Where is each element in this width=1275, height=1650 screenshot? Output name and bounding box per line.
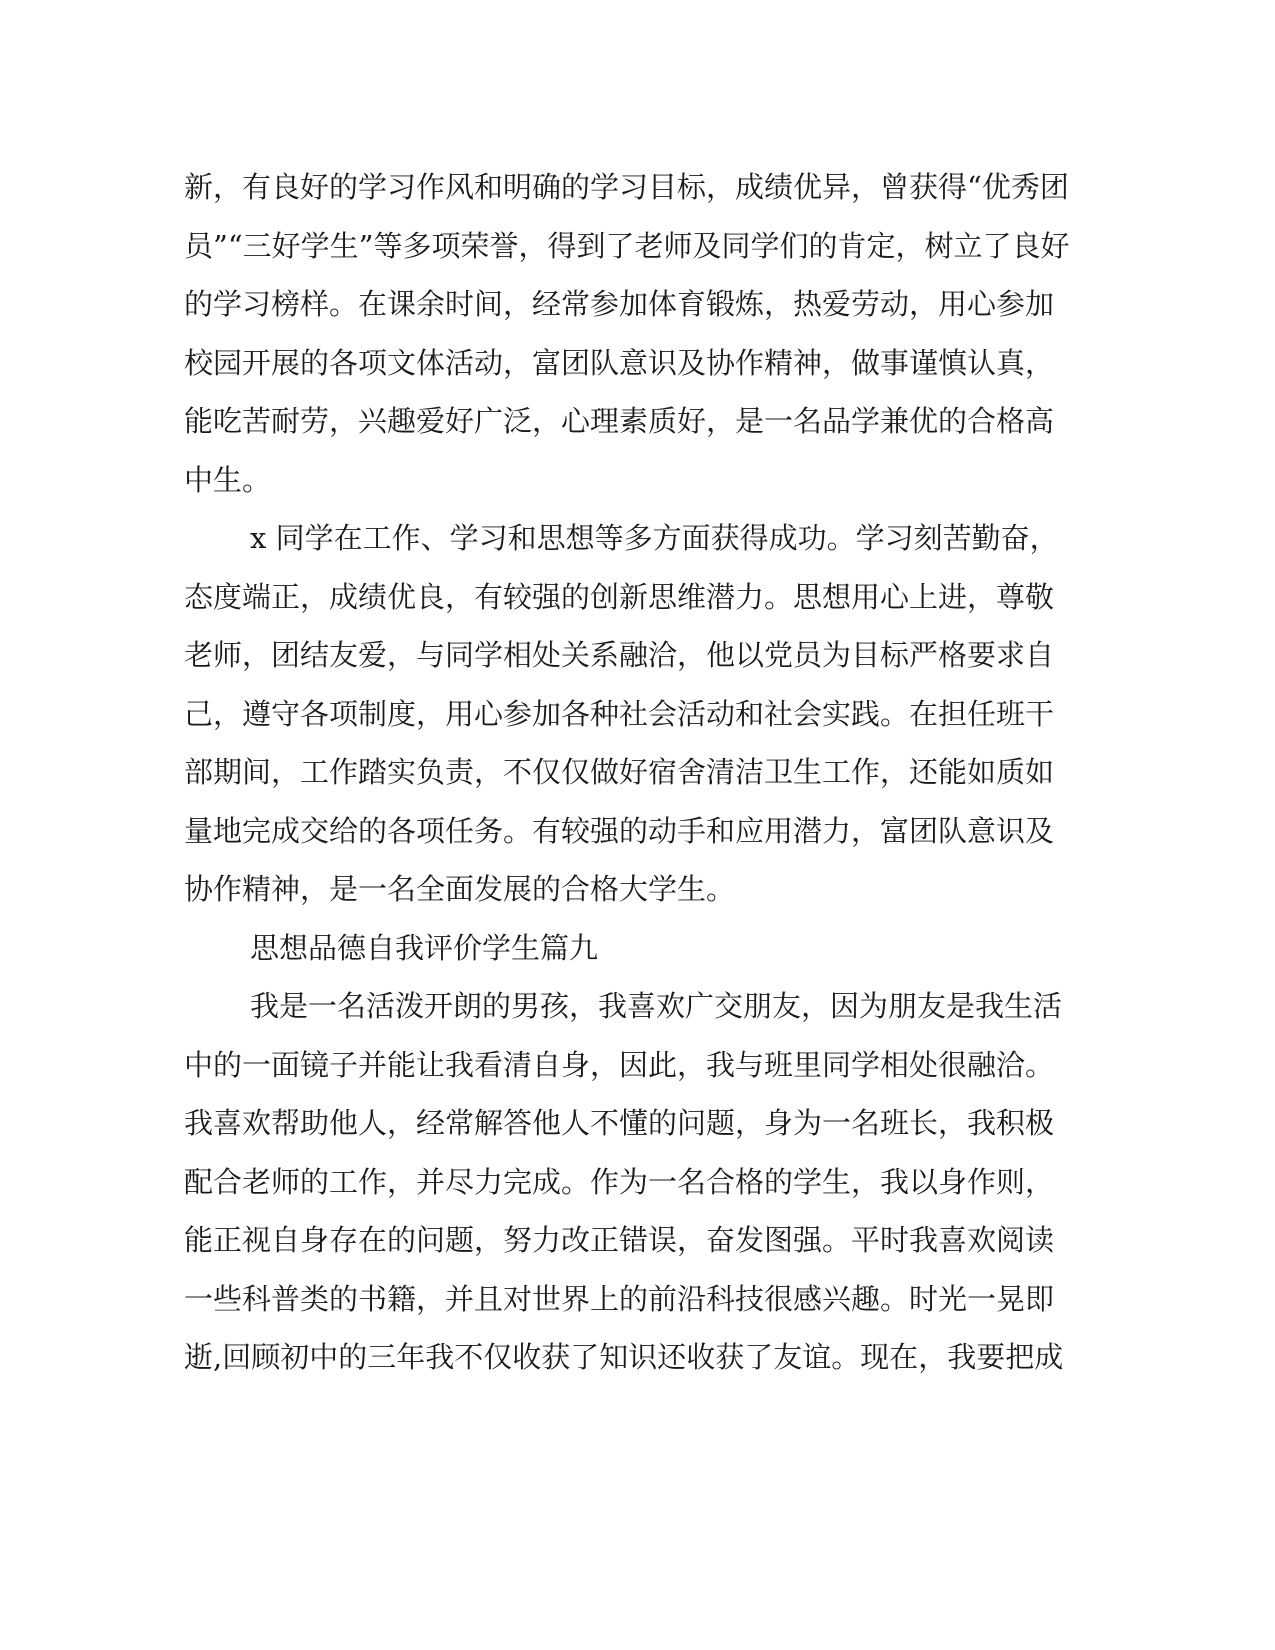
text-line: 逝,回顾初中的三年我不仅收获了知识还收获了友谊。现在，我要把成 [184, 1340, 1064, 1374]
heading-text: 思想品德自我评价学生篇九 [250, 930, 599, 965]
text-line: 员”“三好学生”等多项荣誉，得到了老师及同学们的肯定，树立了良好 [184, 228, 1070, 263]
document-body [184, 158, 1070, 1387]
text-line: 部期间，工作踏实负责，不仅仅做好宿舍清洁卫生工作，还能如质如 [184, 755, 1055, 789]
paragraph-1 [184, 158, 1070, 509]
text-line: 中的一面镜子并能让我看清自身，因此，我与班里同学相处很融洽。 [184, 1047, 1055, 1082]
text-line: 量地完成交给的各项任务。有较强的动手和应用潜力，富团队意识及 [184, 813, 1055, 848]
text-line: 我喜欢帮助他人，经常解答他人不懂的问题，身为一名班长，我积极 [184, 1106, 1055, 1140]
text-line: 一些科普类的书籍，并且对世界上的前沿科技很感兴趣。时光一晃即 [184, 1281, 1055, 1316]
paragraph-2 [184, 509, 1059, 919]
text-line: x 同学在工作、学习和思想等多方面获得成功。学习刻苦勤奋， [250, 521, 1059, 555]
text-line: 中生。 [184, 462, 272, 497]
text-line: 校园开展的各项文体活动，富团队意识及协作精神，做事谨慎认真， [184, 345, 1055, 380]
section-heading [184, 919, 1044, 978]
text-line: 老师，团结友爱，与同学相处关系融洽，他以党员为目标严格要求自 [184, 638, 1055, 672]
text-line: 态度端正，成绩优良，有较强的创新思维潜力。思想用心上进，尊敬 [184, 579, 1055, 614]
text-line: 协作精神，是一名全面发展的合格大学生。 [184, 872, 736, 906]
text-line: 能正视自身存在的问题，努力改正错误，奋发图强。平时我喜欢阅读 [184, 1223, 1055, 1257]
paragraph-3 [184, 977, 1064, 1387]
text-line: 能吃苦耐劳，兴趣爱好广泛，心理素质好，是一名品学兼优的合格高 [184, 404, 1055, 438]
text-line: 己，遵守各项制度，用心参加各种社会活动和社会实践。在担任班干 [184, 696, 1055, 731]
text-line: 的学习榜样。在课余时间，经常参加体育锻炼，热爱劳动，用心参加 [184, 287, 1055, 321]
text-line: 新，有良好的学习作风和明确的学习目标，成绩优异，曾获得“优秀团 [184, 170, 1069, 204]
text-line: 我是一名活泼开朗的男孩，我喜欢广交朋友，因为朋友是我生活 [250, 989, 1063, 1023]
text-line: 配合老师的工作，并尽力完成。作为一名合格的学生，我以身作则， [184, 1164, 1055, 1199]
